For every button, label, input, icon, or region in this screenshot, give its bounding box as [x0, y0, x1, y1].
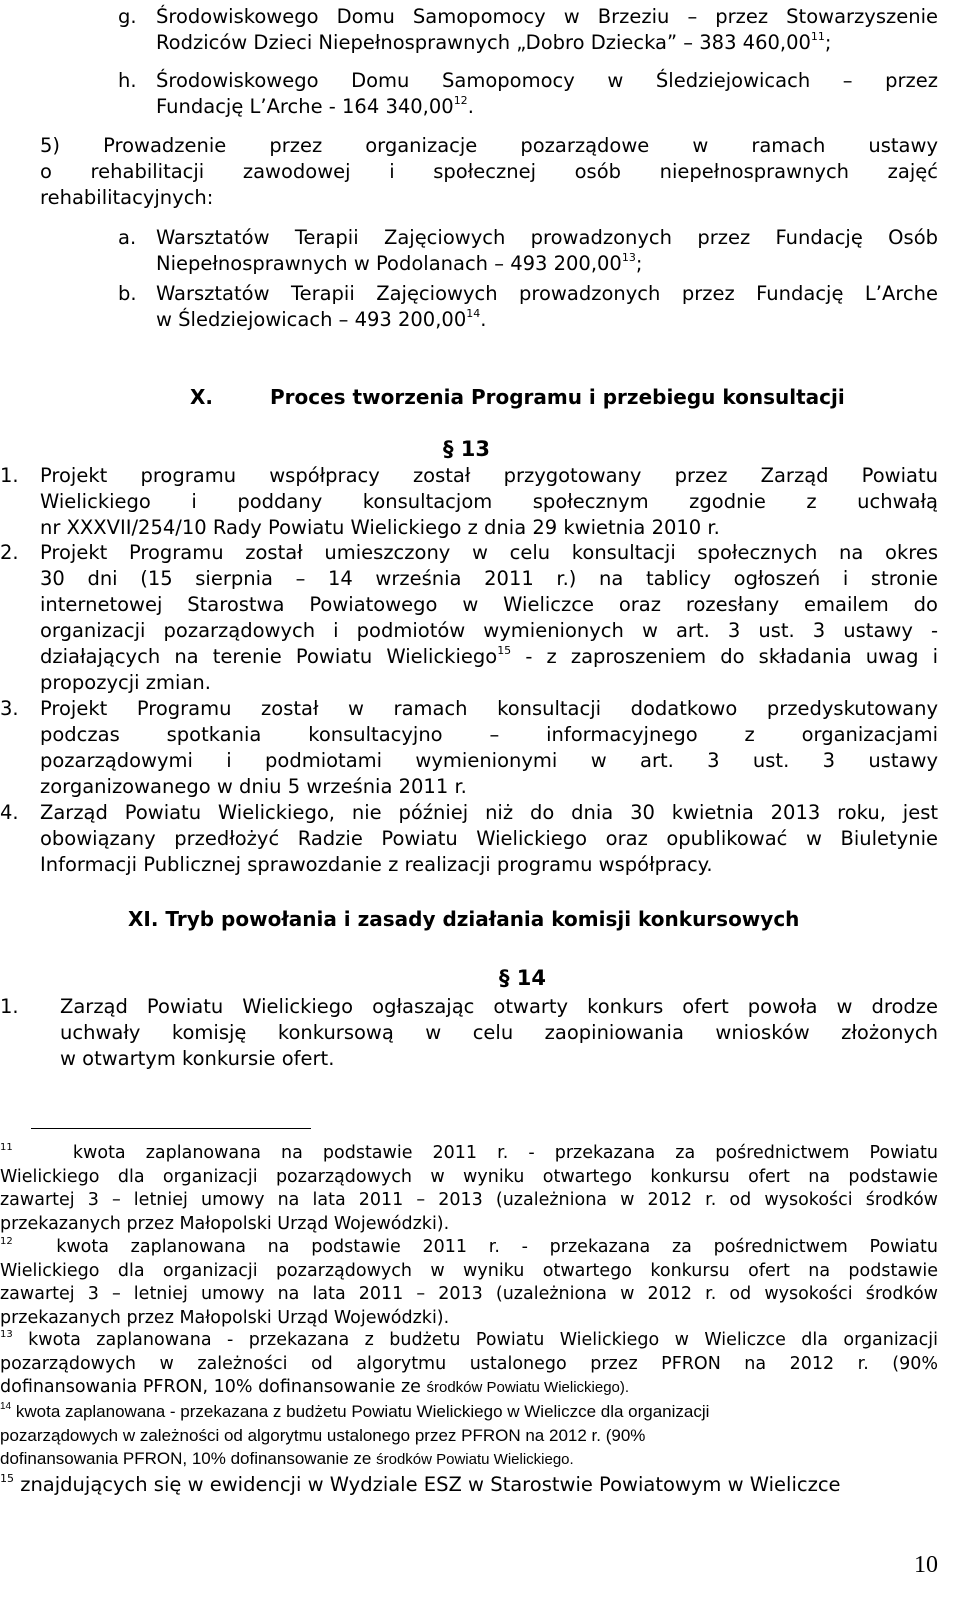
section-x-point-3: [40, 696, 938, 800]
footnote-ref[interactable]: 12: [453, 94, 468, 107]
list-marker: h.: [118, 69, 137, 92]
text-line: $^{13}$ kwota zaplanowana - przekazana z budżetu Powiatu Wielickiego w Wieliczce dla organizacji: [0, 1329, 938, 1350]
text-line: $^{15}$ znajdujących się w ewidencji w Wydziale ESZ w Starostwie Powiatowym w Wieliczce: [0, 1472, 841, 1496]
text-line: przekazanych przez Małopolski Urząd Wojewódzki).: [0, 1307, 450, 1328]
point-5: [40, 133, 938, 211]
text-line: przekazanych przez Małopolski Urząd Wojewódzki).: [0, 1213, 450, 1234]
footnote-number: 14: [0, 1401, 12, 1412]
text-line: obowiązany przedłożyć Radzie Powiatu Wielickiego oraz opublikować w Biuletynie: [40, 827, 938, 850]
text-line: pozarządowymi i podmiotami wymienionymi w art. 3 ust. 3 ustawy: [40, 749, 938, 772]
text-line: dofinansowania PFRON, 10% dofinansowanie ze środków Powiatu Wielickiego).: [0, 1377, 630, 1397]
text-line: zawartej 3 – letniej umowy na lata 2011 – 2013 (uzależniona w 2012 r. od wysokości środków: [0, 1284, 938, 1304]
text-line: zorganizowanego w dniu 5 września 2011 r.: [40, 775, 467, 798]
list-marker: 4.: [0, 801, 19, 824]
text-line: Rodziców Dzieci Niepełnosprawnych „Dobro Dziecka” – 383 460,00$^{11}$;: [156, 30, 832, 54]
section-title: XI. Tryb powołania i zasady działania komisji konkursowych: [128, 907, 800, 931]
list-item-h: [156, 68, 938, 120]
list-marker: g.: [118, 5, 137, 28]
text-line: Wielickiego i poddany konsultacjom społecznym zgodnie z uchwałą: [40, 490, 938, 513]
section-x-point-2: [40, 540, 938, 696]
text-line: w otwartym konkursie ofert.: [60, 1047, 335, 1070]
text-line: Projekt programu współpracy został przygotowany przez Zarząd Powiatu: [40, 464, 938, 487]
section-x-point-4: [40, 800, 938, 878]
footnote-ref[interactable]: 11: [810, 30, 825, 43]
section-title: Proces tworzenia Programu i przebiegu konsultacji: [270, 385, 845, 409]
text-line: Projekt Programu został w ramach konsultacji dodatkowo przedyskutowany: [40, 697, 938, 720]
text-line: pozarządowych w zależności od algorytmu ustalonego przez PFRON na 2012 r. (90%: [0, 1353, 938, 1374]
text-line: Warsztatów Terapii Zajęciowych prowadzonych przez Fundację Osób: [156, 226, 938, 249]
footnote-12: [0, 1236, 938, 1330]
text-line: Fundację L’Arche - 164 340,00$^{12}$.: [156, 94, 474, 118]
footnote-number: 15: [0, 1472, 14, 1485]
list-marker: 2.: [0, 541, 19, 564]
text-line: podczas spotkania konsultacyjno – informacyjnego z organizacjami: [40, 723, 938, 746]
footnote-separator: [31, 1128, 311, 1129]
page-number: 10: [914, 1552, 938, 1578]
list-marker: b.: [118, 282, 137, 305]
paragraph-mark: § 14: [499, 966, 547, 990]
text-line: Niepełnosprawnych w Podolanach – 493 200,00$^{13}$;: [156, 251, 643, 275]
paragraph-mark: § 13: [443, 437, 491, 461]
footnote-number: 11: [0, 1142, 13, 1153]
footnote-14: [0, 1400, 810, 1472]
text-line: Zarząd Powiatu Wielickiego ogłaszając otwarty konkurs ofert powoła w drodze: [60, 995, 938, 1018]
text-line: Wielickiego dla organizacji pozarządowych w wyniku otwartego konkursu ofert na podstawie: [0, 1166, 938, 1187]
text-line: propozycji zmian.: [40, 671, 211, 694]
text-line: zawartej 3 – letniej umowy na lata 2011 – 2013 (uzależniona w 2012 r. od wysokości środków: [0, 1190, 938, 1210]
footnote-13: [0, 1329, 938, 1400]
list-marker: 1.: [0, 995, 19, 1018]
text-line: Zarząd Powiatu Wielickiego, nie później niż do dnia 30 kwietnia 2013 roku, jest: [40, 801, 938, 824]
list-item-g: [156, 4, 938, 56]
text-line: $^{11}$ kwota zaplanowana na podstawie 2011 r. - przekazana za pośrednictwem Powiatu: [0, 1142, 938, 1163]
text-line: Warsztatów Terapii Zajęciowych prowadzonych przez Fundację L’Arche: [156, 282, 938, 305]
section-x-point-1: [40, 463, 938, 541]
footnote-number: 13: [0, 1329, 13, 1340]
text-line: $^{14}$ kwota zaplanowana - przekazana z budżetu Powiatu Wielickiego w Wieliczce dla organizacji: [0, 1401, 710, 1421]
text-line: Środowiskowego Domu Samopomocy w Śledziejowicach – przez: [156, 69, 938, 92]
text-line: dofinansowania PFRON, 10% dofinansowanie ze środków Powiatu Wielickiego.: [0, 1449, 574, 1468]
footnote-ref[interactable]: 13: [621, 251, 636, 264]
section-xi-point-1: [60, 994, 938, 1072]
text-line: 5) Prowadzenie przez organizacje pozarządowe w ramach ustawy: [40, 134, 938, 157]
footnote-11: [0, 1142, 938, 1236]
text-line: uchwały komisję konkursową w celu zaopiniowania wniosków złożonych: [60, 1021, 938, 1044]
list-marker: 3.: [0, 697, 19, 720]
footnote-ref[interactable]: 14: [466, 307, 481, 320]
text-line: pozarządowych w zależności od algorytmu ustalonego przez PFRON na 2012 r. (90%: [0, 1425, 646, 1445]
text-line: $^{12}$ kwota zaplanowana na podstawie 2011 r. - przekazana za pośrednictwem Powiatu: [0, 1236, 938, 1257]
text-line: rehabilitacyjnych:: [40, 186, 214, 209]
list-item-b: [156, 281, 938, 333]
text-line: organizacji pozarządowych i podmiotów wymienionych w art. 3 ust. 3 ustawy -: [40, 619, 938, 642]
text-line: Projekt Programu został umieszczony w celu konsultacji społecznych na okres: [40, 541, 938, 564]
footnote-15: [0, 1472, 938, 1498]
text-line: Informacji Publicznej sprawozdanie z realizacji programu współpracy.: [40, 853, 713, 876]
footnote-number: 12: [0, 1236, 13, 1247]
list-item-a: [156, 225, 938, 277]
text-line: 30 dni (15 sierpnia – 14 września 2011 r.) na tablicy ogłoszeń i stronie: [40, 567, 938, 590]
text-line: działających na terenie Powiatu Wielickiego$^{15}$ - z zaproszeniem do składania uwag i: [40, 644, 938, 668]
list-marker: 1.: [0, 464, 19, 487]
text-line: internetowej Starostwa Powiatowego w Wieliczce oraz rozesłany emailem do: [40, 593, 938, 616]
text-line: o rehabilitacji zawodowej i społecznej osób niepełnosprawnych zajęć: [40, 160, 938, 183]
text-line: nr XXXVII/254/10 Rady Powiatu Wielickiego z dnia 29 kwietnia 2010 r.: [40, 516, 720, 539]
list-marker: a.: [118, 226, 137, 249]
footnote-ref[interactable]: 15: [497, 644, 512, 657]
text-line: w Śledziejowicach – 493 200,00$^{14}$.: [156, 307, 487, 331]
text-line: Wielickiego dla organizacji pozarządowych w wyniku otwartego konkursu ofert na podstawie: [0, 1260, 938, 1281]
text-line: Środowiskowego Domu Samopomocy w Brzeziu – przez Stowarzyszenie: [156, 5, 938, 28]
section-number: X.: [190, 385, 214, 409]
